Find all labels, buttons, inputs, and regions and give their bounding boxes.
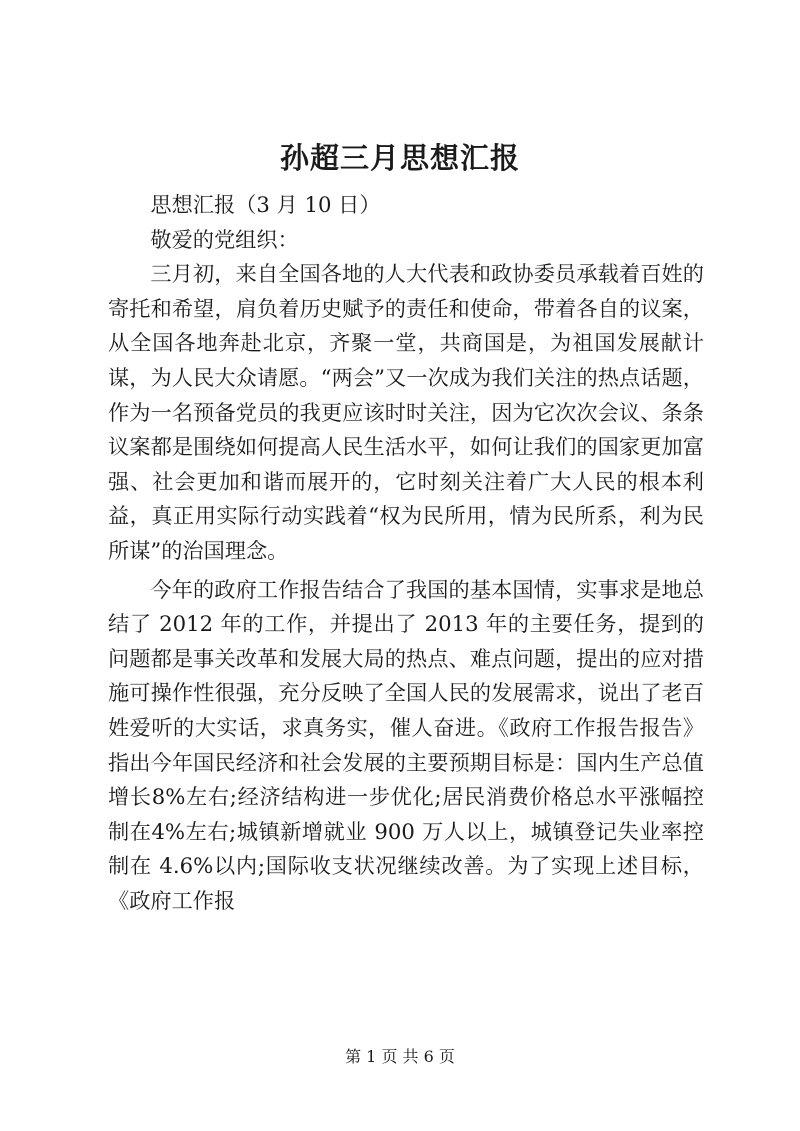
salutation: 敬爱的党组织：: [150, 226, 299, 252]
page-footer: 第 1 页 共 6 页: [345, 1047, 455, 1066]
paragraph-1: 三月初，来自全国各地的人大代表和政协委员承载着百姓的寄托和希望，肩负着历史赋予的责任和使命，带着各自的议案，从全国各地奔赴北京，齐聚一堂，共商国是，为祖国发展献计谋，为人民大众请愿。“两会”又一次成为我们关注的热点话题，作为一名预备党员的我更应该时时关注，因为它次次会议、条条议案都是围绕如何提高人民生活水平，如何让我们的国家更加富强、社会更加和谐而展开的，它时刻关注着广大人民的根本利益，真正用实际行动实践着“权为民所用，情为民所系，利为民所谋”的治国理念。: [108, 261, 704, 563]
paragraph-2: 今年的政府工作报告结合了我国的基本国情，实事求是地总结了 2012 年的工作，并提出了 2013 年的主要任务，提到的问题都是事关改革和发展大局的热点、难点问题，提出的应对措施可操作性很强，充分反映了全国人民的发展需求，说出了老百姓爱听的大实话，求真务实，催人奋进。《政府工作报告报告》指出今年国民经济和社会发展的主要预期目标是：国内生产总值增长8%左右;经济结构进一步优化;居民消费价格总水平涨幅控制在4%左右;城镇新增就业 900 万人以上，城镇登记失业率控制在 4.6%以内;国际收支状况继续改善。为了实现上述目标，《政府工作报: [108, 576, 704, 913]
document-body: [108, 188, 704, 918]
document-title: 孙超三月思想汇报: [279, 141, 520, 175]
document-subtitle: 思想汇报（3 月 10 日）: [150, 192, 381, 217]
